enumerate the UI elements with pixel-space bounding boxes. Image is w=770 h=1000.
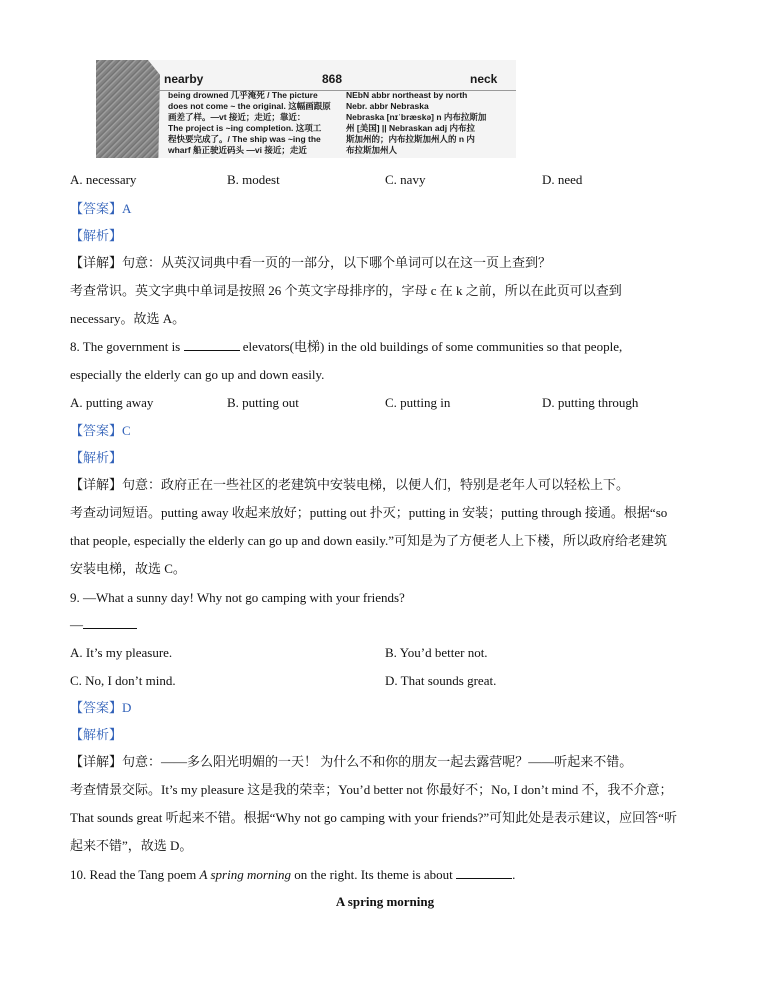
dictionary-page-image [96, 60, 516, 158]
q10-stem [70, 866, 515, 884]
q7-option-b: B. modest [227, 172, 280, 187]
q9-stem-line-1: 9. —What a sunny day! Why not go camping with your friends? [70, 590, 405, 605]
dict-left-line: does not come ~ the original. 这幅画跟原 [168, 101, 331, 111]
q9-dash: — [70, 617, 83, 632]
q10-stem-post: on the right. Its theme is about [294, 867, 453, 882]
q9-option-a: A. It’s my pleasure. [70, 645, 173, 660]
q9-analysis-label: 【解析】 [70, 727, 123, 742]
q9-explanation-line: That sounds great 听起来不错。根据“Why not go camping with your friends?”可知此处是表示建议，应回答“听 [70, 810, 677, 825]
dict-left-line: wharf 船正驶近码头 —vi 接近；走近 [168, 145, 307, 155]
q7-answer: 【答案】A [70, 201, 132, 216]
q8-explanation-line: that people, especially the elderly can go up and down easily.”可知是为了方便老人上下楼，所以政府给老建筑 [70, 533, 668, 548]
q7-explanation-line: necessary。故选 A。 [70, 311, 186, 326]
q7-option-d: D. need [542, 172, 583, 187]
q9-answer: 【答案】D [70, 700, 132, 715]
q8-explanation-line: 考查动词短语。putting away 收起来放好；putting out 扑灭；putting in 安装；putting through 接通。根据“so [70, 505, 668, 520]
q9-explanation-line: 起来不错”，故选 D。 [70, 838, 193, 853]
dict-right-line: Nebraska [nɪˈbræskə] n 内布拉斯加 [346, 112, 487, 122]
q7-explanation-line: 考查常识。英文字典中单词是按照 26 个英文字母排序的，字母 c 在 k 之前，所以在此页可以查到 [70, 283, 622, 298]
q8-option-b: B. putting out [227, 395, 299, 410]
q8-stem-line-1 [70, 338, 622, 356]
q9-stem-line-2 [70, 616, 137, 634]
q8-option-d: D. putting through [542, 395, 639, 410]
q9-explanation-line: 考查情景交际。It’s my pleasure 这是我的荣幸；You’d better not 你最好不；No, I don’t mind 不，我不介意； [70, 782, 673, 797]
q8-stem-line-2: especially the elderly can go up and down easily. [70, 367, 325, 382]
q8-stem-post: elevators(电梯) in the old buildings of some communities so that people, [242, 339, 623, 354]
q7-option-c: C. navy [385, 172, 426, 187]
dict-right-line: 斯加州的；内布拉斯加州人的 n 内 [346, 134, 475, 144]
q8-option-a: A. putting away [70, 395, 154, 410]
q10-stem-end: . [512, 867, 516, 882]
q10-stem-pre: 10. Read the Tang poem [70, 867, 197, 882]
q7-detail: 【详解】句意：从英汉词典中看一页的一部分，以下哪个单词可以在这一页上查到？ [70, 255, 552, 270]
dict-head-right: neck [470, 72, 498, 86]
q10-poem-title-inline: A spring morning [199, 867, 292, 882]
q9-option-d: D. That sounds great. [385, 673, 497, 688]
dict-right-line: NEbN abbr northeast by north [346, 90, 468, 100]
dict-left-line: 程快要完成了。/ The ship was ~ing the [168, 134, 321, 144]
q8-answer: 【答案】C [70, 423, 131, 438]
dict-head-page: 868 [322, 72, 343, 86]
dict-right-line: 州 [美国] || Nebraskan adj 内布拉 [346, 123, 475, 133]
q8-option-c: C. putting in [385, 395, 451, 410]
q9-option-b: B. You’d better not. [385, 645, 488, 660]
q8-stem-pre: 8. The government is [70, 339, 181, 354]
q8-blank [184, 338, 240, 351]
poem-title: A spring morning [335, 894, 435, 909]
dict-right-line: Nebr. abbr Nebraska [346, 101, 429, 111]
dict-left-line: The project is ~ing completion. 这项工 [168, 123, 322, 133]
q8-detail: 【详解】句意：政府正在一些社区的老建筑中安装电梯，以便人们，特别是老年人可以轻松上下。 [70, 477, 630, 492]
dict-left-line: 画差了样。—vt 接近；走近；靠近： [168, 112, 306, 122]
q10-blank [456, 866, 512, 879]
q9-detail: 【详解】句意：——多么阳光明媚的一天！ 为什么不和你的朋友一起去露营呢？——听起来不错。 [70, 754, 633, 769]
dict-head-left: nearby [164, 72, 204, 86]
q8-analysis-label: 【解析】 [70, 450, 123, 465]
dict-left-line: being drowned 几乎淹死 / The picture [168, 90, 318, 100]
q9-blank [83, 616, 137, 629]
q7-option-a: A. necessary [70, 172, 137, 187]
dict-right-line: 布拉斯加州人 [346, 145, 398, 155]
q9-option-c: C. No, I don’t mind. [70, 673, 176, 688]
q8-explanation-line: 安装电梯，故选 C。 [70, 561, 186, 576]
dict-column-left [168, 90, 331, 156]
q7-analysis-label: 【解析】 [70, 228, 123, 243]
dict-column-right [346, 90, 486, 156]
